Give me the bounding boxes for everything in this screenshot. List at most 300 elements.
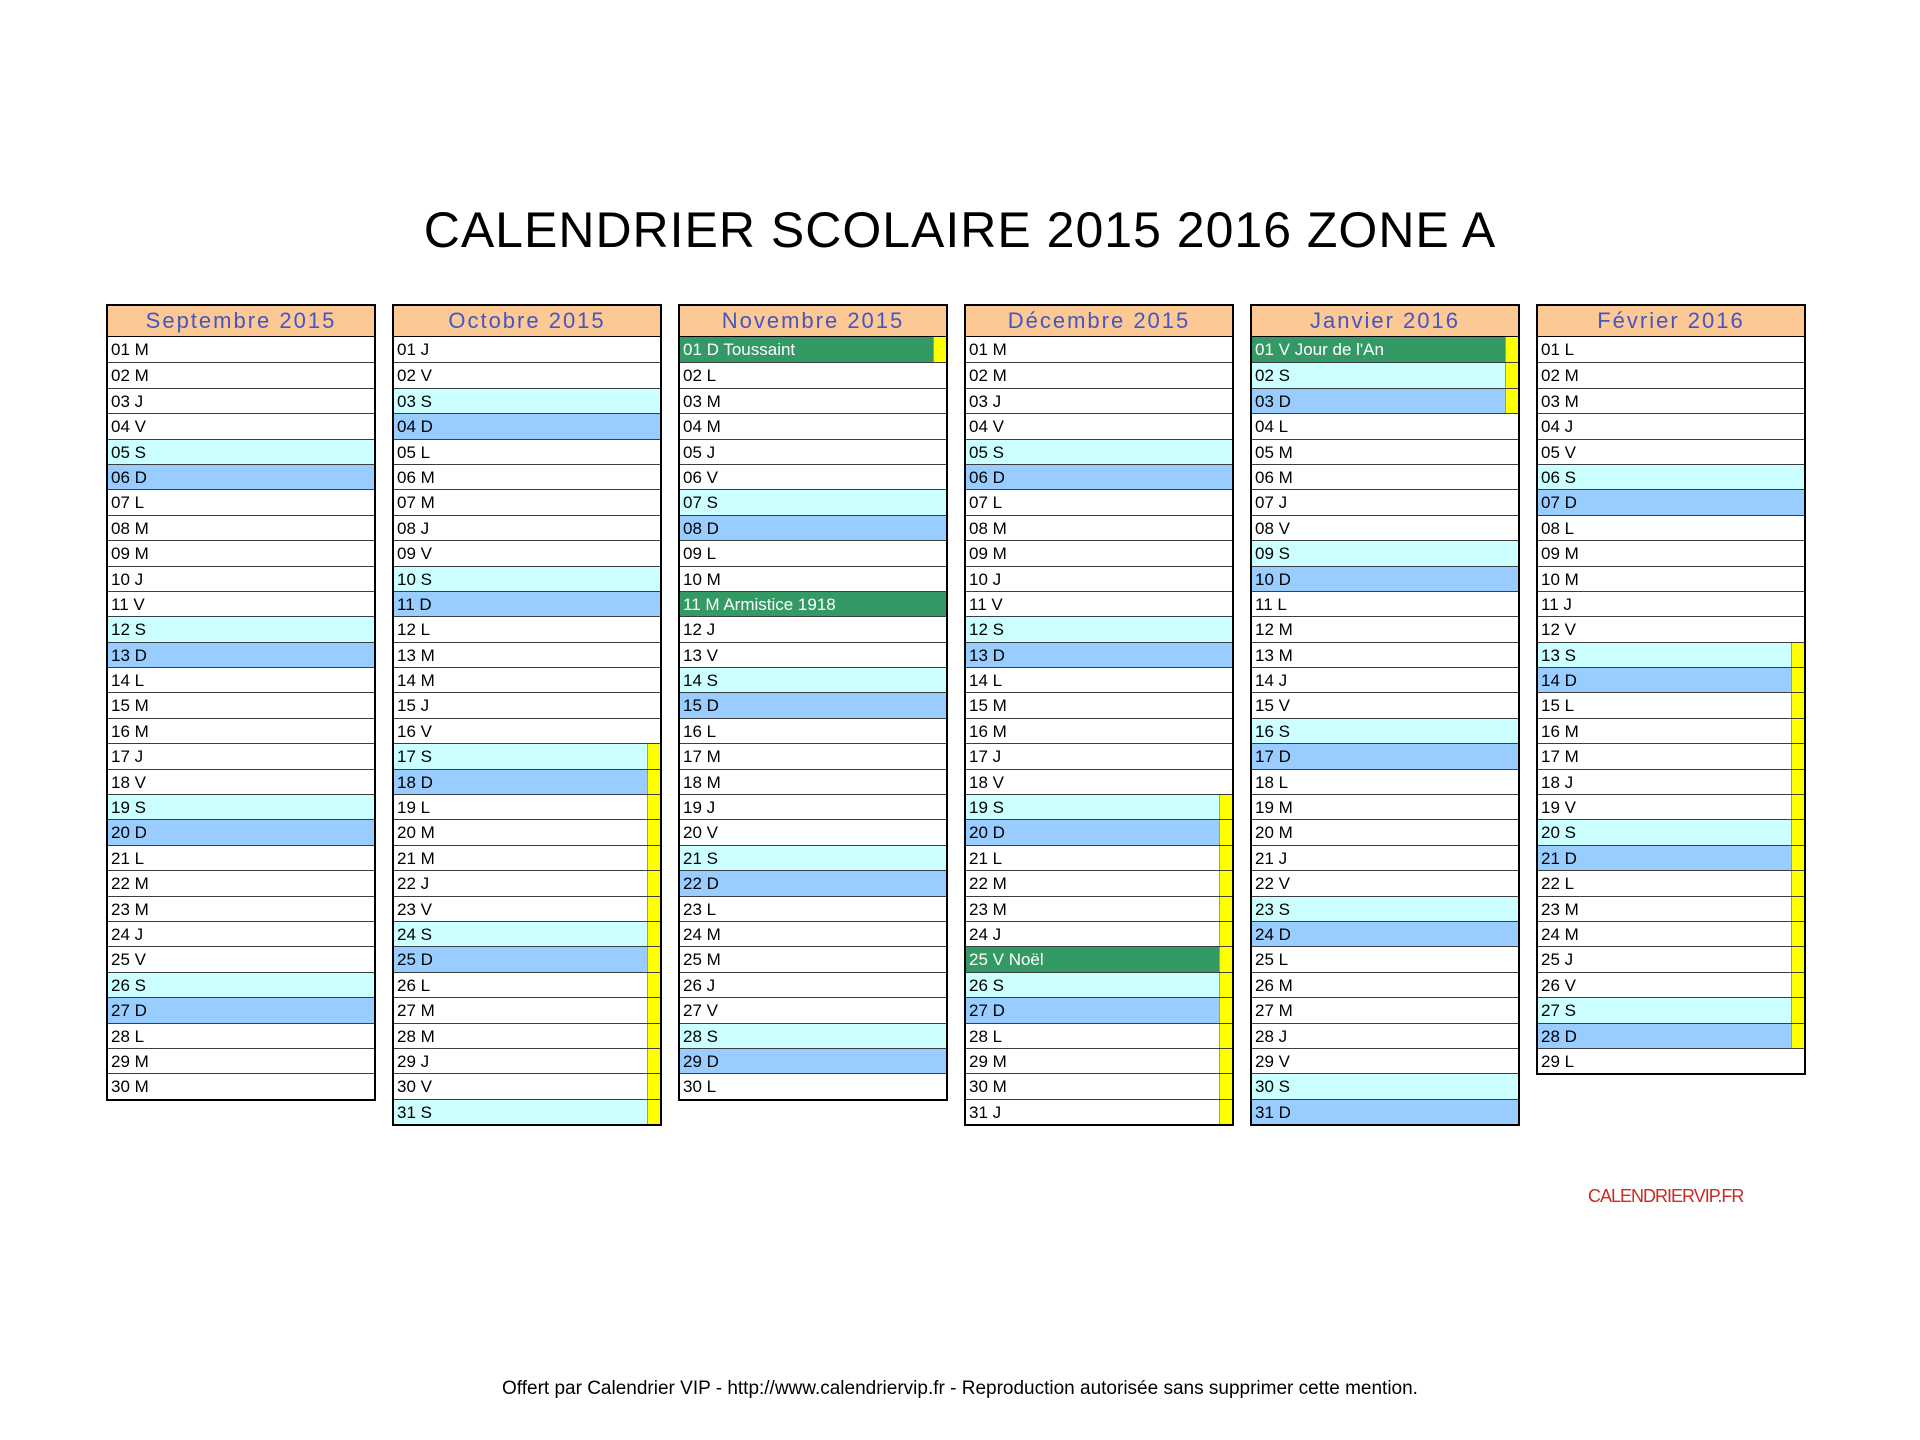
vacation-marker <box>1791 820 1804 844</box>
day-label: 20 D <box>969 823 1005 843</box>
day-row <box>1252 794 1518 819</box>
day-row <box>394 388 660 413</box>
day-label: 22 M <box>969 874 1007 894</box>
day-label: 27 D <box>969 1001 1005 1021</box>
day-label: 16 M <box>111 721 149 741</box>
day-row <box>1538 464 1804 489</box>
day-row <box>394 692 660 717</box>
day-label: 06 V <box>683 467 718 487</box>
day-label: 31 D <box>1255 1102 1291 1122</box>
vacation-marker <box>1791 897 1804 921</box>
vacation-marker <box>1791 643 1804 667</box>
day-row <box>966 769 1232 794</box>
day-row <box>1252 642 1518 667</box>
day-label: 11 M Armistice 1918 <box>683 594 836 614</box>
vacation-marker <box>1791 744 1804 768</box>
day-row <box>108 667 374 692</box>
day-row <box>1538 718 1804 743</box>
day-row <box>1252 388 1518 413</box>
day-row <box>1538 439 1804 464</box>
day-label: 02 M <box>1541 366 1579 386</box>
day-row <box>1252 972 1518 997</box>
day-row <box>108 515 374 540</box>
vacation-marker <box>1791 693 1804 717</box>
day-row <box>680 515 946 540</box>
day-label: 23 L <box>683 899 717 919</box>
day-row <box>108 769 374 794</box>
month-header: Janvier 2016 <box>1252 306 1518 337</box>
day-row <box>1538 616 1804 641</box>
day-label: 10 S <box>397 569 432 589</box>
months-grid <box>0 304 1920 1164</box>
holiday-row <box>680 337 946 362</box>
month-column <box>392 304 662 1126</box>
day-label: 24 M <box>1541 924 1579 944</box>
day-row <box>680 439 946 464</box>
day-label: 07 J <box>1255 493 1288 513</box>
day-label: 19 S <box>969 798 1004 818</box>
day-label: 13 V <box>683 645 718 665</box>
day-label: 01 M <box>111 340 149 359</box>
day-label: 27 M <box>1255 1001 1293 1021</box>
day-row <box>680 489 946 514</box>
vacation-marker <box>647 897 660 921</box>
day-label: 17 M <box>1541 747 1579 767</box>
day-label: 25 D <box>397 950 433 970</box>
day-label: 06 S <box>1541 467 1576 487</box>
day-label: 22 V <box>1255 874 1290 894</box>
day-row <box>1252 1073 1518 1098</box>
day-label: 01 J <box>397 340 430 359</box>
day-row <box>108 845 374 870</box>
day-label: 29 M <box>969 1051 1007 1071</box>
day-label: 27 S <box>1541 1001 1576 1021</box>
day-row <box>680 819 946 844</box>
day-label: 21 L <box>969 848 1003 868</box>
day-label: 09 L <box>683 544 717 564</box>
day-label: 03 D <box>1255 391 1291 411</box>
day-row <box>108 921 374 946</box>
holiday-row <box>1252 337 1518 362</box>
day-row <box>680 921 946 946</box>
day-row <box>1538 591 1804 616</box>
day-row <box>394 972 660 997</box>
vacation-marker <box>1219 820 1232 844</box>
day-label: 12 V <box>1541 620 1576 640</box>
day-row <box>1538 692 1804 717</box>
vacation-marker <box>1505 389 1518 413</box>
day-row <box>1538 540 1804 565</box>
vacation-marker <box>647 795 660 819</box>
day-row <box>1538 946 1804 971</box>
day-label: 11 L <box>1255 594 1287 614</box>
day-row <box>1538 489 1804 514</box>
vacation-marker <box>1505 363 1518 387</box>
day-row <box>1252 819 1518 844</box>
day-row <box>108 819 374 844</box>
day-label: 05 V <box>1541 442 1576 462</box>
day-row <box>394 591 660 616</box>
day-label: 11 V <box>969 594 1003 614</box>
day-row <box>394 1073 660 1098</box>
day-row <box>1538 1048 1804 1073</box>
day-row <box>1252 921 1518 946</box>
day-label: 16 L <box>683 721 717 741</box>
vacation-marker <box>1791 1024 1804 1048</box>
day-row <box>1252 769 1518 794</box>
day-row <box>680 896 946 921</box>
day-label: 12 L <box>397 620 431 640</box>
day-row <box>966 337 1232 362</box>
day-row <box>680 1073 946 1098</box>
day-row <box>680 566 946 591</box>
day-label: 08 L <box>1541 518 1575 538</box>
day-row <box>1538 870 1804 895</box>
day-row <box>966 794 1232 819</box>
day-label: 07 L <box>111 493 145 513</box>
day-row <box>966 692 1232 717</box>
day-label: 13 D <box>111 645 147 665</box>
day-row <box>680 870 946 895</box>
day-row <box>394 642 660 667</box>
day-label: 09 M <box>1541 544 1579 564</box>
day-row <box>1538 362 1804 387</box>
month-header: Octobre 2015 <box>394 306 660 337</box>
day-row <box>966 667 1232 692</box>
day-row <box>966 413 1232 438</box>
vacation-marker <box>1219 1024 1232 1048</box>
day-row <box>1538 769 1804 794</box>
day-label: 09 M <box>969 544 1007 564</box>
day-row <box>1252 667 1518 692</box>
day-label: 31 J <box>969 1102 1002 1122</box>
day-label: 28 L <box>969 1026 1003 1046</box>
day-row <box>394 743 660 768</box>
vacation-marker <box>1219 1049 1232 1073</box>
day-label: 30 M <box>969 1077 1007 1097</box>
day-row <box>680 972 946 997</box>
day-row <box>1538 642 1804 667</box>
day-row <box>1252 1023 1518 1048</box>
day-label: 24 J <box>969 924 1002 944</box>
day-row <box>680 1023 946 1048</box>
day-row <box>1252 845 1518 870</box>
day-label: 03 J <box>111 391 144 411</box>
day-row <box>394 794 660 819</box>
day-row <box>108 743 374 768</box>
day-label: 15 M <box>969 696 1007 716</box>
day-row <box>1252 489 1518 514</box>
day-row <box>1538 921 1804 946</box>
vacation-marker <box>1791 947 1804 971</box>
vacation-marker <box>1219 795 1232 819</box>
day-row <box>680 794 946 819</box>
day-row <box>966 997 1232 1022</box>
month-column <box>106 304 376 1101</box>
day-label: 29 L <box>1541 1051 1575 1071</box>
day-label: 16 S <box>1255 721 1290 741</box>
vacation-marker <box>647 846 660 870</box>
vacation-marker <box>933 337 946 362</box>
day-row <box>1252 540 1518 565</box>
month-header: Février 2016 <box>1538 306 1804 337</box>
vacation-marker <box>1219 922 1232 946</box>
day-label: 11 J <box>1541 594 1572 614</box>
vacation-marker <box>1791 922 1804 946</box>
vacation-marker <box>647 770 660 794</box>
day-row <box>1252 997 1518 1022</box>
day-row <box>680 946 946 971</box>
day-row <box>1252 439 1518 464</box>
day-row <box>1538 667 1804 692</box>
day-row <box>966 642 1232 667</box>
day-row <box>680 540 946 565</box>
day-row <box>966 616 1232 641</box>
day-label: 21 D <box>1541 848 1577 868</box>
day-label: 13 M <box>1255 645 1293 665</box>
day-label: 12 J <box>683 620 716 640</box>
day-label: 21 M <box>397 848 435 868</box>
vacation-marker <box>647 871 660 895</box>
day-label: 27 V <box>683 1001 718 1021</box>
day-label: 03 S <box>397 391 432 411</box>
day-row <box>1538 337 1804 362</box>
day-label: 21 J <box>1255 848 1288 868</box>
day-label: 12 S <box>969 620 1004 640</box>
day-row <box>680 743 946 768</box>
month-header: Décembre 2015 <box>966 306 1232 337</box>
day-label: 08 M <box>969 518 1007 538</box>
page-title: CALENDRIER SCOLAIRE 2015 2016 ZONE A <box>423 202 1497 258</box>
vacation-marker <box>1791 846 1804 870</box>
day-label: 12 S <box>111 620 146 640</box>
day-row <box>1252 616 1518 641</box>
day-label: 17 M <box>683 747 721 767</box>
day-label: 09 V <box>397 544 432 564</box>
day-label: 30 M <box>111 1077 149 1097</box>
day-label: 10 J <box>111 569 144 589</box>
day-label: 26 S <box>969 975 1004 995</box>
day-label: 05 M <box>1255 442 1293 462</box>
vacation-marker <box>1219 947 1232 971</box>
day-row <box>108 413 374 438</box>
holiday-row <box>966 946 1232 971</box>
day-row <box>108 1048 374 1073</box>
day-label: 17 D <box>1255 747 1291 767</box>
day-label: 18 L <box>1255 772 1289 792</box>
day-label: 29 V <box>1255 1051 1290 1071</box>
day-label: 04 V <box>111 417 146 437</box>
day-label: 29 D <box>683 1051 719 1071</box>
day-label: 22 L <box>1541 874 1575 894</box>
day-row <box>1538 566 1804 591</box>
day-row <box>1538 413 1804 438</box>
day-label: 15 L <box>1541 696 1575 716</box>
day-label: 28 S <box>683 1026 718 1046</box>
footer-note: Offert par Calendrier VIP - http://www.calendriervip.fr - Reproduction autorisée sans supprimer cette mention. <box>502 1378 1418 1399</box>
day-label: 13 M <box>397 645 435 665</box>
day-row <box>966 845 1232 870</box>
day-row <box>394 819 660 844</box>
day-row <box>966 718 1232 743</box>
day-row <box>1252 1099 1518 1124</box>
month-column <box>964 304 1234 1126</box>
day-row <box>966 362 1232 387</box>
day-row <box>394 1023 660 1048</box>
day-row <box>394 413 660 438</box>
day-row <box>1252 692 1518 717</box>
vacation-marker <box>647 1049 660 1073</box>
month-column <box>678 304 948 1101</box>
day-label: 01 D Toussaint <box>683 340 796 359</box>
day-label: 28 L <box>111 1026 145 1046</box>
day-label: 23 S <box>1255 899 1290 919</box>
day-row <box>394 566 660 591</box>
day-row <box>680 388 946 413</box>
vacation-marker <box>1791 795 1804 819</box>
day-row <box>394 718 660 743</box>
day-label: 02 S <box>1255 366 1290 386</box>
day-label: 14 L <box>969 671 1003 691</box>
vacation-marker <box>1219 871 1232 895</box>
day-row <box>966 515 1232 540</box>
day-row <box>1538 794 1804 819</box>
day-row <box>680 464 946 489</box>
day-label: 30 L <box>683 1077 717 1097</box>
day-label: 04 M <box>683 417 721 437</box>
day-label: 04 L <box>1255 417 1289 437</box>
vacation-marker <box>1791 770 1804 794</box>
day-label: 23 M <box>969 899 1007 919</box>
day-row <box>1538 515 1804 540</box>
vacation-marker <box>647 744 660 768</box>
day-row <box>108 870 374 895</box>
holiday-row <box>680 591 946 616</box>
day-label: 25 J <box>1541 950 1574 970</box>
vacation-marker <box>647 1024 660 1048</box>
day-row <box>1252 743 1518 768</box>
day-label: 10 M <box>683 569 721 589</box>
day-row <box>966 566 1232 591</box>
day-label: 08 D <box>683 518 719 538</box>
day-label: 08 V <box>1255 518 1290 538</box>
vacation-marker <box>647 1100 660 1124</box>
day-label: 10 D <box>1255 569 1291 589</box>
day-row <box>680 997 946 1022</box>
day-row <box>966 1048 1232 1073</box>
day-label: 15 D <box>683 696 719 716</box>
month-header: Novembre 2015 <box>680 306 946 337</box>
day-row <box>1538 743 1804 768</box>
day-row <box>680 1048 946 1073</box>
day-row <box>394 464 660 489</box>
credit-link[interactable]: CALENDRIERVIP.FR <box>1588 1186 1744 1206</box>
day-label: 07 D <box>1541 493 1577 513</box>
day-row <box>680 362 946 387</box>
day-label: 14 D <box>1541 671 1577 691</box>
day-row <box>108 642 374 667</box>
day-row <box>108 464 374 489</box>
day-row <box>394 769 660 794</box>
vacation-marker <box>647 820 660 844</box>
day-row <box>1538 972 1804 997</box>
day-row <box>394 997 660 1022</box>
day-label: 08 J <box>397 518 430 538</box>
day-label: 18 V <box>111 772 146 792</box>
day-row <box>394 616 660 641</box>
day-label: 21 L <box>111 848 145 868</box>
day-row <box>1252 946 1518 971</box>
day-label: 12 M <box>1255 620 1293 640</box>
month-column <box>1250 304 1520 1126</box>
day-label: 30 S <box>1255 1077 1290 1097</box>
day-row <box>394 337 660 362</box>
day-row <box>966 1073 1232 1098</box>
day-label: 28 M <box>397 1026 435 1046</box>
day-label: 07 S <box>683 493 718 513</box>
day-label: 17 S <box>397 747 432 767</box>
day-row <box>394 439 660 464</box>
day-label: 28 J <box>1255 1026 1288 1046</box>
day-label: 25 V Noël <box>969 950 1044 970</box>
day-label: 19 M <box>1255 798 1293 818</box>
day-row <box>1538 1023 1804 1048</box>
day-label: 20 M <box>397 823 435 843</box>
day-row <box>394 540 660 565</box>
day-label: 26 M <box>1255 975 1293 995</box>
day-row <box>394 896 660 921</box>
day-label: 06 M <box>397 467 435 487</box>
day-row <box>108 1023 374 1048</box>
vacation-marker <box>1219 998 1232 1022</box>
month-column <box>1536 304 1806 1075</box>
day-label: 24 J <box>111 924 144 944</box>
day-label: 05 S <box>969 442 1004 462</box>
day-label: 25 M <box>683 950 721 970</box>
day-label: 10 J <box>969 569 1002 589</box>
day-label: 25 L <box>1255 950 1289 970</box>
vacation-marker <box>1219 1074 1232 1098</box>
day-label: 27 M <box>397 1001 435 1021</box>
vacation-marker <box>1219 1100 1232 1124</box>
day-row <box>1252 896 1518 921</box>
day-row <box>1538 845 1804 870</box>
vacation-marker <box>1791 998 1804 1022</box>
day-label: 14 M <box>397 671 435 691</box>
day-label: 07 M <box>397 493 435 513</box>
day-label: 03 M <box>683 391 721 411</box>
day-label: 16 M <box>969 721 1007 741</box>
day-label: 13 D <box>969 645 1005 665</box>
vacation-marker <box>647 947 660 971</box>
day-row <box>1252 718 1518 743</box>
day-row <box>966 972 1232 997</box>
day-row <box>680 845 946 870</box>
day-label: 19 V <box>1541 798 1576 818</box>
day-row <box>1538 388 1804 413</box>
day-label: 01 M <box>969 340 1007 359</box>
day-row <box>394 921 660 946</box>
day-row <box>966 489 1232 514</box>
day-row <box>1538 997 1804 1022</box>
day-row <box>680 718 946 743</box>
day-row <box>966 743 1232 768</box>
day-label: 02 V <box>397 366 432 386</box>
day-row <box>1252 362 1518 387</box>
day-label: 22 J <box>397 874 430 894</box>
day-row <box>108 540 374 565</box>
day-label: 14 L <box>111 671 145 691</box>
